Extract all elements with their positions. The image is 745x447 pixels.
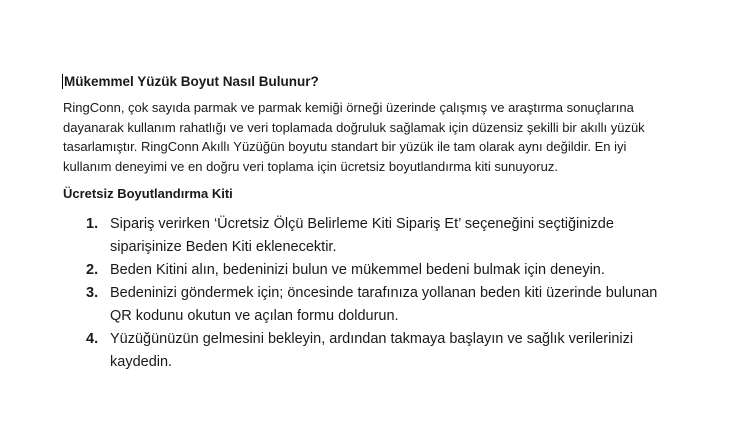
paragraph-line: tasarlamıştır. RingConn Akıllı Yüzüğün boyutu standart bir yüzük ile tam olarak aynı değildir. En iyi — [63, 139, 627, 154]
list-item[interactable] — [63, 282, 683, 328]
list-item[interactable] — [63, 328, 683, 374]
list-item-text: Yüzüğünüzün gelmesini bekleyin, ardından takmaya başlayın ve sağlık verilerinizi — [110, 331, 634, 347]
document-body — [63, 72, 683, 374]
text-cursor — [62, 74, 63, 89]
list-number: 1. — [86, 216, 99, 232]
list-item[interactable] — [63, 259, 683, 282]
list-item[interactable] — [63, 213, 683, 259]
list-number: 2. — [86, 262, 99, 278]
list-number: 4. — [86, 331, 99, 347]
list-item-text: Beden Kitini alın, bedeninizi bulun ve mükemmel bedeni bulmak için deneyin. — [110, 262, 605, 278]
numbered-steps-list — [63, 213, 683, 374]
list-item-text: Sipariş verirken ‘Ücretsiz Ölçü Belirleme Kiti Sipariş Et’ seçeneğini seçtiğinizde — [110, 216, 614, 232]
list-item-text: siparişinize Beden Kiti eklenecektir. — [110, 239, 337, 255]
intro-paragraph[interactable] — [63, 98, 683, 176]
section-subheading[interactable]: Ücretsiz Boyutlandırma Kiti — [63, 186, 233, 201]
document-title[interactable]: Mükemmel Yüzük Boyut Nasıl Bulunur? — [64, 74, 319, 89]
paragraph-line: RingConn, çok sayıda parmak ve parmak kemiği örneği üzerinde çalışmış ve araştırma sonuçlarına — [63, 100, 634, 115]
paragraph-line: dayanarak kullanım rahatlığı ve veri toplamada doğruluk sağlamak için düzensiz şekilli bir akıllı yüzük — [63, 119, 645, 135]
list-item-text: Bedeninizi göndermek için; öncesinde tarafınıza yollanan beden kiti üzerinde bulunan — [110, 285, 658, 301]
paragraph-line: kullanım deneyimi ve en doğru veri toplama için ücretsiz boyutlandırma kiti sunuyoruz. — [63, 158, 558, 174]
list-number: 3. — [86, 285, 99, 301]
list-item-text: kaydedin. — [110, 354, 173, 370]
list-item-text: QR kodunu okutun ve açılan formu doldurun. — [110, 308, 399, 324]
